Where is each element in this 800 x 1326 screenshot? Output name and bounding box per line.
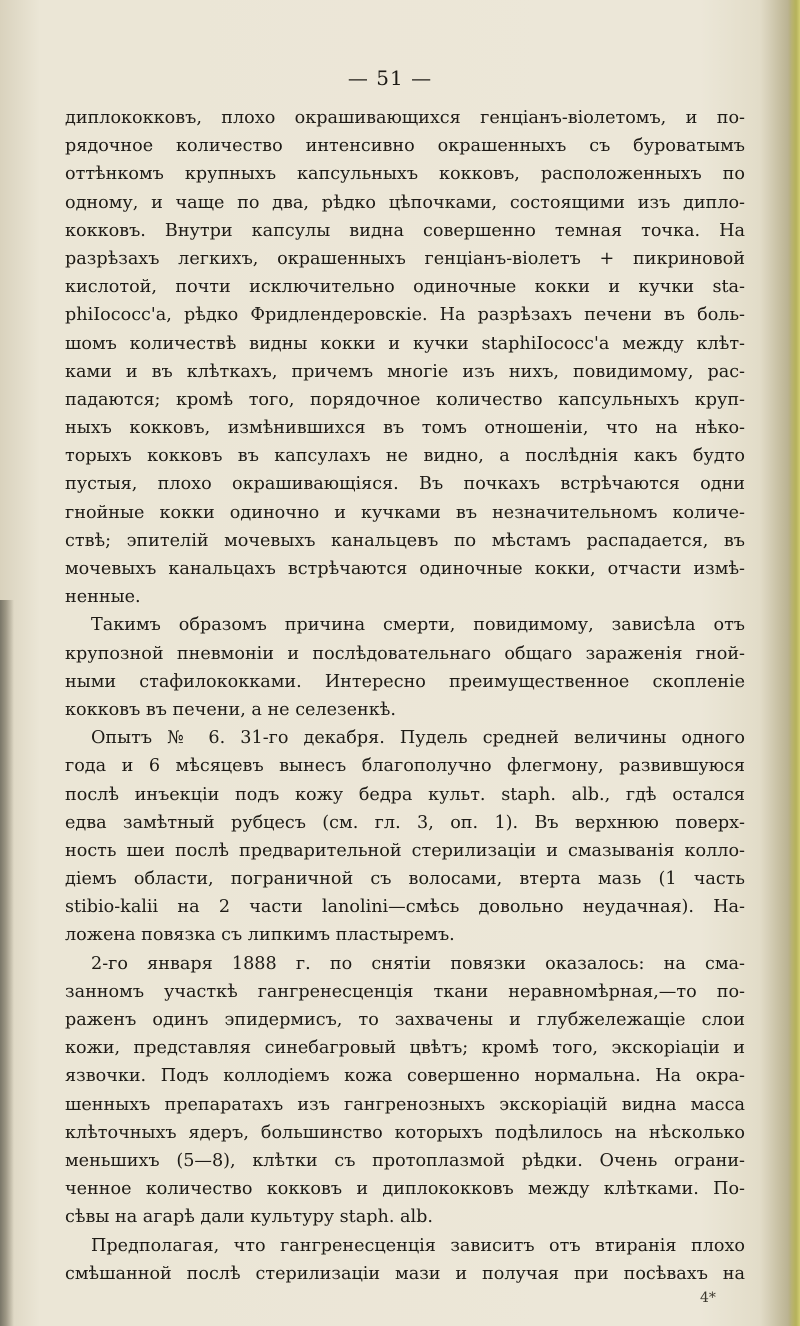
text-line: пустыя, плохо окрашивающіяся. Въ почкахъ встрѣчаются одни bbox=[65, 474, 745, 495]
text-line: кокковъ въ печени, а не селезенкѣ. bbox=[65, 699, 396, 720]
text-line: ками и въ клѣткахъ, причемъ многіе изъ нихъ, повидимому, рас- bbox=[65, 361, 745, 382]
text-line: меньшихъ (5—8), клѣтки съ протоплазмой рѣдки. Очень ограни- bbox=[65, 1150, 745, 1171]
text-line: ченное количество кокковъ и диплококковъ между клѣтками. По- bbox=[65, 1179, 745, 1200]
text-line: смѣшанной послѣ стерилизаціи мази и получая при посѣвахъ на bbox=[65, 1263, 745, 1284]
text-line: 2-го января 1888 г. по снятіи повязки оказалось: на сма- bbox=[91, 953, 745, 974]
text-line: года и 6 мѣсяцевъ вынесъ благополучно флегмону, развившуюся bbox=[65, 756, 745, 777]
text-line: рядочное количество интенсивно окрашенныхъ съ буроватымъ bbox=[65, 136, 745, 157]
text-line: клѣточныхъ ядеръ, большинство которыхъ подѣлилось на нѣсколько bbox=[65, 1122, 745, 1143]
page-shadow-left bbox=[0, 600, 14, 1326]
text-line: торыхъ кокковъ въ капсулахъ не видно, а послѣднія какъ будто bbox=[65, 446, 745, 467]
text-line: Такимъ образомъ причина смерти, повидимому, зависѣла отъ bbox=[91, 615, 745, 636]
text-line: кокковъ. Внутри капсулы видна совершенно темная точка. На bbox=[65, 220, 745, 241]
text-line: stibio-kalii на 2 части lanolini—смѣсь довольно неудачная). На- bbox=[65, 897, 745, 918]
text-line: занномъ участкѣ гангренесценція ткани неравномѣрная,—то по- bbox=[65, 981, 745, 1002]
page-number: — 51 — bbox=[347, 66, 433, 90]
text-line: кожи, представляя синебагровый цвѣтъ; кромѣ того, экскоріаціи и bbox=[65, 1038, 745, 1059]
text-line: послѣ инъекціи подъ кожу бедра культ. staph. alb., гдѣ остался bbox=[65, 784, 745, 805]
text-line: мочевыхъ канальцахъ встрѣчаются одиночные кокки, отчасти измѣ- bbox=[65, 559, 745, 579]
text-line: ненные. bbox=[65, 587, 141, 608]
text-line: крупозной пневмоніи и послѣдовательнаго общаго зараженія гной- bbox=[65, 643, 745, 664]
text-line: диплококковъ, плохо окрашивающихся генціанъ-віолетомъ, и по- bbox=[65, 108, 745, 128]
text-line: phiIococc'a, рѣдко Фридлендеровскіе. На разрѣзахъ печени въ боль- bbox=[65, 305, 745, 326]
text-line: одному, и чаще по два, рѣдко цѣпочками, состоящими изъ дипло- bbox=[65, 192, 745, 213]
text-line: падаются; кромѣ того, порядочное количество капсульныхъ круп- bbox=[65, 389, 745, 410]
text-line: разрѣзахъ легкихъ, окрашенныхъ генціанъ-віолетъ + пикриновой bbox=[65, 248, 745, 269]
text-line: оттѣнкомъ крупныхъ капсульныхъ кокковъ, расположенныхъ по bbox=[65, 164, 745, 185]
signature-mark: 4* bbox=[700, 1290, 716, 1306]
text-line: ложена повязка съ липкимъ пластыремъ. bbox=[65, 925, 455, 946]
text-line: ность шеи послѣ предварительной стерилизаціи и смазыванія колло- bbox=[65, 840, 745, 861]
text-line: ными стафилококками. Интересно преимущественное скопленіе bbox=[65, 671, 745, 692]
text-line: шомъ количествѣ видны кокки и кучки staphiIococc'a между клѣт- bbox=[65, 333, 745, 354]
text-line: ствѣ; эпителій мочевыхъ канальцевъ по мѣстамъ распадается, въ bbox=[65, 530, 745, 551]
text-line: Предполагая, что гангренесценція зависитъ отъ втиранія плохо bbox=[91, 1235, 745, 1256]
text-line: едва замѣтный рубцесъ (см. гл. 3, оп. 1). Въ верхнюю поверх- bbox=[65, 812, 745, 833]
text-line: ныхъ кокковъ, измѣнившихся въ томъ отношеніи, что на нѣко- bbox=[65, 418, 745, 439]
body-text bbox=[65, 104, 745, 1288]
text-line: сѣвы на агарѣ дали культуру staph. alb. bbox=[65, 1207, 433, 1228]
text-line: кислотой, почти исключительно одиночные кокки и кучки sta- bbox=[65, 277, 745, 298]
text-line: гнойные кокки одиночно и кучками въ незначительномъ количе- bbox=[65, 502, 745, 523]
text-line: шенныхъ препаратахъ изъ гангренозныхъ экскоріацій видна масса bbox=[65, 1094, 745, 1115]
text-line: діемъ области, пограничной съ волосами, втерта мазь (1 часть bbox=[65, 869, 745, 890]
text-line: язвочки. Подъ коллодіемъ кожа совершенно нормальна. На окра- bbox=[65, 1066, 745, 1087]
page-edge-right bbox=[788, 0, 800, 1326]
text-line: Опытъ № 6. 31-го декабря. Пудель средней величины одного bbox=[91, 728, 745, 749]
text-line: раженъ одинъ эпидермисъ, то захвачены и глубжележащіе слои bbox=[65, 1010, 745, 1030]
